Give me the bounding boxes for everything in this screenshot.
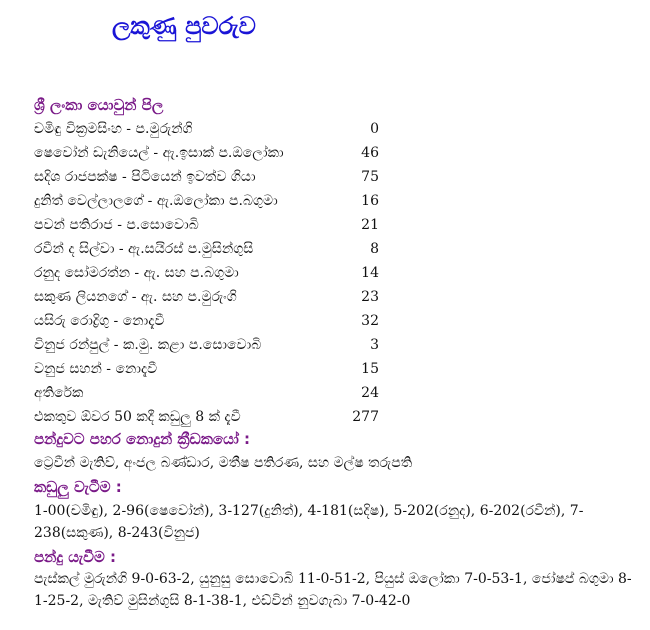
- batting-row: [34, 310, 379, 332]
- batting-row: [34, 262, 379, 284]
- fall-of-wickets-heading: කඩුලු වැටීම :: [34, 478, 122, 496]
- runs-value: 3: [370, 337, 379, 353]
- batting-row: [34, 286, 379, 308]
- extras-value: 24: [361, 385, 379, 401]
- batting-row: [34, 118, 379, 140]
- batting-row: [34, 166, 379, 188]
- runs-value: 8: [370, 241, 379, 257]
- bowling-figures: පැස්කල් මුරුන්ගි 9-0-63-2, යුනුසු සොවොබි 11-0-51-2, පියුස් ඔලෝකා 7-0-53-1, ජෝෂප් බගුමා 8-1-25-2, මැතිව් මුසින්ගුසි 8-1-38-1, එඩ්වින් නුවගැබා 7-0-42-0: [34, 571, 632, 609]
- batting-row: [34, 238, 379, 260]
- batsman-entry: යසිරු රොද්‍රිගු - නොදැවී: [34, 313, 165, 329]
- runs-value: 21: [361, 217, 379, 233]
- batsman-entry: රනුද සෝමරත්න - ඇ. සහ ප.බගුමා: [34, 265, 239, 281]
- did-not-bat-heading: පන්දුවට පහර නොදුන් ක්‍රීඩකයෝ :: [34, 430, 251, 448]
- batsman-entry: රවීන් ද සිල්වා - ඇ.සයිරස් ප.මුසින්ගුසි: [34, 241, 254, 257]
- runs-value: 0: [370, 121, 379, 137]
- did-not-bat-list: ට්‍රෙවීන් මැතිව්, අංජල බණ්ඩාර, මතීෂ පතිරණ, සහ මල්ෂ තරුපති: [34, 455, 413, 471]
- runs-value: 23: [361, 289, 379, 305]
- total-row: [34, 406, 379, 428]
- batsman-entry: විනුජ රන්පුල් - ක.මු. කළා ප.සොවොබි: [34, 337, 262, 353]
- runs-value: 16: [361, 193, 379, 209]
- batting-row: [34, 190, 379, 212]
- batsman-entry: සකුණ ලියනගේ - ඇ. සහ ප.මුරුංගි: [34, 289, 237, 305]
- total-label: එකතුව ඕවර 50 කදී කඩුලු 8 ක් දැවී: [34, 409, 241, 425]
- runs-value: 14: [361, 265, 379, 281]
- runs-value: 32: [361, 313, 379, 329]
- fall-of-wickets-text: 1-00(චමිඳු), 2-96(ෂෙවෝන්), 3-127(දුනිත්), 4-181(සදිෂ), 5-202(රනුද), 6-202(රවීන්), 7-238(සකුණ), 8-243(විනුජ): [34, 503, 584, 541]
- total-value: 277: [352, 409, 379, 425]
- team-heading: ශ්‍රී ලංකා යොවුන් පිල: [34, 96, 164, 114]
- batting-row: [34, 358, 379, 380]
- runs-value: 15: [361, 361, 379, 377]
- batsman-entry: වනුජ සහන් - නොදැවී: [34, 361, 158, 377]
- batsman-entry: පවන් පතිරාජ - ප.සොවොබි: [34, 217, 199, 233]
- page-title: ලකුණු පුවරුව: [112, 12, 256, 40]
- runs-value: 75: [361, 169, 379, 185]
- batsman-entry: දුනිත් වෙල්ලාලගේ - ඇ.ඔලෝකා ප.බගුමා: [34, 193, 278, 209]
- batting-row: [34, 142, 379, 164]
- batting-row: [34, 214, 379, 236]
- bowling-heading: පන්දු යැවීම :: [34, 548, 116, 566]
- runs-value: 46: [361, 145, 379, 161]
- batsman-entry: සදිශ රාජපක්ෂ - පිටියෙන් ඉවත්ව ගියා: [34, 169, 256, 185]
- extras-row: [34, 382, 379, 404]
- batsman-entry: චමිඳු වික්‍රමසිංහ - ප.මුරුන්ගි: [34, 121, 193, 137]
- extras-label: අතිරේක: [34, 385, 84, 401]
- batsman-entry: ෂෙවෝන් ඩැනියෙල් - ඇ.ඉසාක් ප.ඔලෝකා: [34, 145, 284, 161]
- batting-row: [34, 334, 379, 356]
